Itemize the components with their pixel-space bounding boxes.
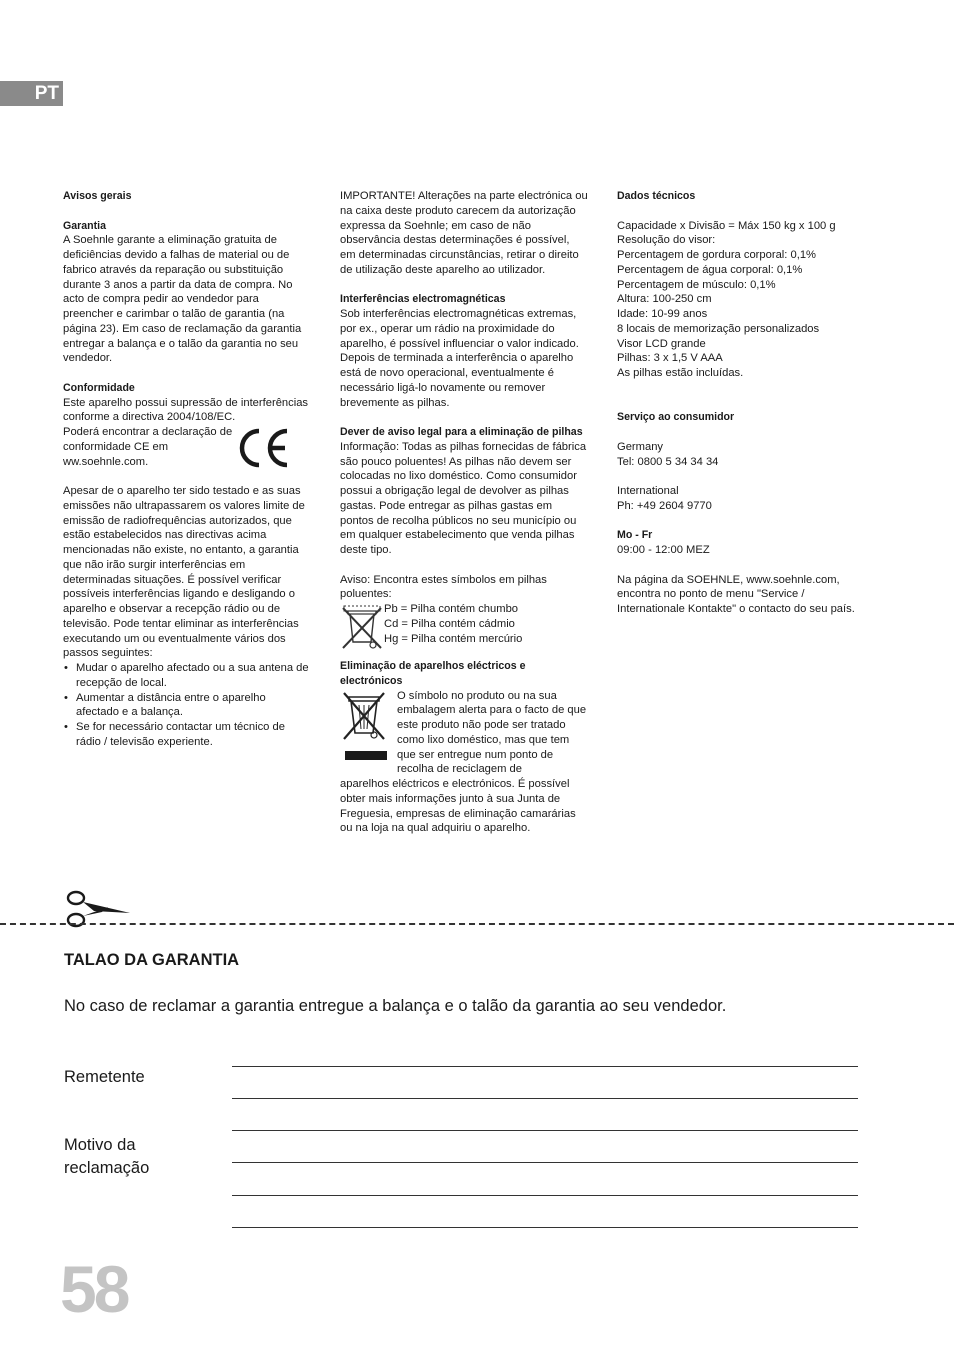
- website-note: Na página da SOEHNLE, www.soehnle.com, encontra no ponto de menu "Service / Internationale Kontakte" o contacto do seu país.: [617, 573, 855, 615]
- sender-line[interactable]: [232, 1098, 858, 1099]
- battery-symbols-block: [340, 602, 588, 652]
- weee-heading: Eliminação de aparelhos eléctricos e electrónicos: [340, 660, 526, 687]
- battery-symbols-list: [384, 602, 522, 652]
- technical-data-heading: Dados técnicos: [617, 190, 696, 202]
- list-item: Pb = Pilha contém chumbo: [384, 603, 519, 615]
- list-item: • Mudar o aparelho afectado ou a sua antena de recepção de local.: [63, 661, 309, 691]
- list-item: • Aumentar a distância entre o aparelho afectado e a balança.: [63, 691, 309, 721]
- general-notices-heading: Avisos gerais: [63, 190, 132, 202]
- list-item: • Se for necessário contactar um técnico de rádio / televisão experiente.: [63, 720, 309, 750]
- service-hours: 09:00 - 12:00 MEZ: [617, 544, 710, 556]
- conformity-heading: Conformidade: [63, 381, 135, 394]
- complaint-reason-line[interactable]: [232, 1130, 858, 1131]
- spec-item: Altura: 100-250 cm: [617, 293, 712, 306]
- column-general-notices: [63, 189, 309, 750]
- emi-text: Sob interferências electromagnéticas extremas, por ex., operar um rádio na proximidade do aparelho, é possível influenciar o valor indicado. Depois de terminada a interferência o aparelho está de novo operacional, eventualmente é necessário ligá-lo novamente ou remover brevemente as pilhas.: [340, 308, 579, 409]
- list-item: Hg = Pilha contém mercúrio: [384, 632, 523, 645]
- column-legal-notices: [340, 189, 588, 836]
- list-item: Cd = Pilha contém cádmio: [384, 617, 515, 630]
- weee-block: [340, 689, 588, 837]
- spec-item: Capacidade x Divisão = Máx 150 kg x 100 g: [617, 219, 836, 232]
- hours-label: Mo - Fr: [617, 529, 653, 542]
- crossed-bin-icon: [340, 602, 384, 652]
- column-technical-data: [617, 189, 865, 617]
- international-label: International: [617, 485, 679, 497]
- crossed-bin-icon: [340, 689, 390, 767]
- spec-item: Percentagem de gordura corporal: 0,1%: [617, 249, 817, 261]
- spec-item: Idade: 10-99 anos: [617, 308, 708, 320]
- complaint-reason-label-line1: Motivo da: [64, 1136, 136, 1154]
- voucher-title: TALAO DA GARANTIA: [64, 951, 240, 969]
- sender-label: Remetente: [64, 1068, 145, 1086]
- complaint-reason-line[interactable]: [232, 1227, 858, 1228]
- battery-warning-text: Aviso: Encontra estes símbolos em pilhas poluentes:: [340, 573, 547, 601]
- conformity-text: Este aparelho possui supressão de interferências conforme a directiva 2004/108/EC.: [63, 396, 309, 424]
- complaint-reason-label-line2: reclamação: [64, 1159, 150, 1177]
- spec-item: Pilhas: 3 x 1,5 V AAA: [617, 352, 723, 365]
- voucher-instructions: No caso de reclamar a garantia entregue a balança e o talão da garantia ao seu vendedor.: [64, 997, 727, 1015]
- complaint-reason-line[interactable]: [232, 1195, 858, 1196]
- complaint-reason-label: [64, 1134, 149, 1180]
- battery-notice-heading: Dever de aviso legal para a eliminação de pilhas: [340, 426, 583, 438]
- spec-item: Percentagem de água corporal: 0,1%: [617, 263, 803, 276]
- cut-line: [0, 923, 954, 925]
- spec-item: Resolução do visor:: [617, 234, 716, 247]
- language-tab: PT: [0, 81, 63, 106]
- warranty-text: A Soehnle garante a eliminação gratuita de deficiências devido a falhas de material ou de fabrico através da reparação ou substituição durante 3 anos a partir da data de compra. No acto de compra pedir ao vendedor para preencher e carimbar o talão de garantia (na página 23). Em caso de reclamação da garantia entregar a balança e o talão da garantia no seu vendedor.: [63, 234, 302, 365]
- germany-label: Germany: [617, 440, 664, 453]
- warranty-heading: Garantia: [63, 219, 106, 232]
- emi-heading: Interferências electromagnéticas: [340, 293, 506, 306]
- sender-line[interactable]: [232, 1066, 858, 1067]
- spec-item: Percentagem de músculo: 0,1%: [617, 278, 776, 291]
- spec-item: As pilhas estão incluídas.: [617, 367, 744, 379]
- international-phone: Ph: +49 2604 9770: [617, 499, 712, 512]
- ce-declaration-text: Poderá encontrar a declaração de conformidade CE em ww.soehnle.com.: [63, 426, 233, 468]
- weee-text-indented: O símbolo no produto ou na sua embalagem alerta para o facto de que este produto não pode ser tratado como lixo doméstico, mas que tem que ser entregue num ponto de recolha de reciclagem de: [397, 689, 587, 776]
- interference-text: Apesar de o aparelho ter sido testado e as suas emissões não ultrapassarem os valores limite de emissão de radiofrequências autorizados, que estão estabelecidos nas directivas acima mencionadas não existe, no entanto, a garantia que não irão surgir interferências em determinadas situações. É possível verificar possíveis interferências ligando e desligando o aparelho e observar a recepção rádio ou de televisão. Pode tentar eliminar as interferências executando um ou eventualmente vários dos passos seguintes:: [63, 485, 305, 660]
- consumer-service-heading: Serviço ao consumidor: [617, 411, 735, 424]
- important-text: IMPORTANTE! Alterações na parte electrónica ou na caixa deste produto carecem da autorização expressa da Soehnle; em caso de não observância destas determinações é possível, em determinadas circunstâncias, retirar o direito de utilização deste aparelho ao utilizador.: [340, 190, 588, 276]
- ce-block: [63, 425, 309, 469]
- weee-text: aparelhos eléctricos e electrónicos. É possível obter mais informações junto à sua Junta de Freguesia, empresas de eliminação camarárias ou na loja na qual adquiriu o aparelho.: [340, 778, 576, 835]
- complaint-reason-line[interactable]: [232, 1162, 858, 1163]
- spec-item: Visor LCD grande: [617, 337, 706, 350]
- interference-steps-list: [63, 661, 309, 750]
- ce-mark-icon: [235, 427, 291, 469]
- germany-phone: Tel: 0800 5 34 34 34: [617, 455, 719, 468]
- specs-list: [617, 219, 865, 381]
- page-number: 58: [60, 1252, 128, 1326]
- spec-item: 8 locais de memorização personalizados: [617, 322, 820, 335]
- battery-notice-text: Informação: Todas as pilhas fornecidas de fábrica são pouco poluentes! As pilhas não devem ser colocadas no lixo doméstico. Como consumidor possui a obrigação legal de devolver as pilhas gastas. Pode entregar as pilhas gastas em pontos de recolha públicos no seu município ou em qualquer estabelecimento que venda pilhas deste tipo.: [340, 440, 587, 556]
